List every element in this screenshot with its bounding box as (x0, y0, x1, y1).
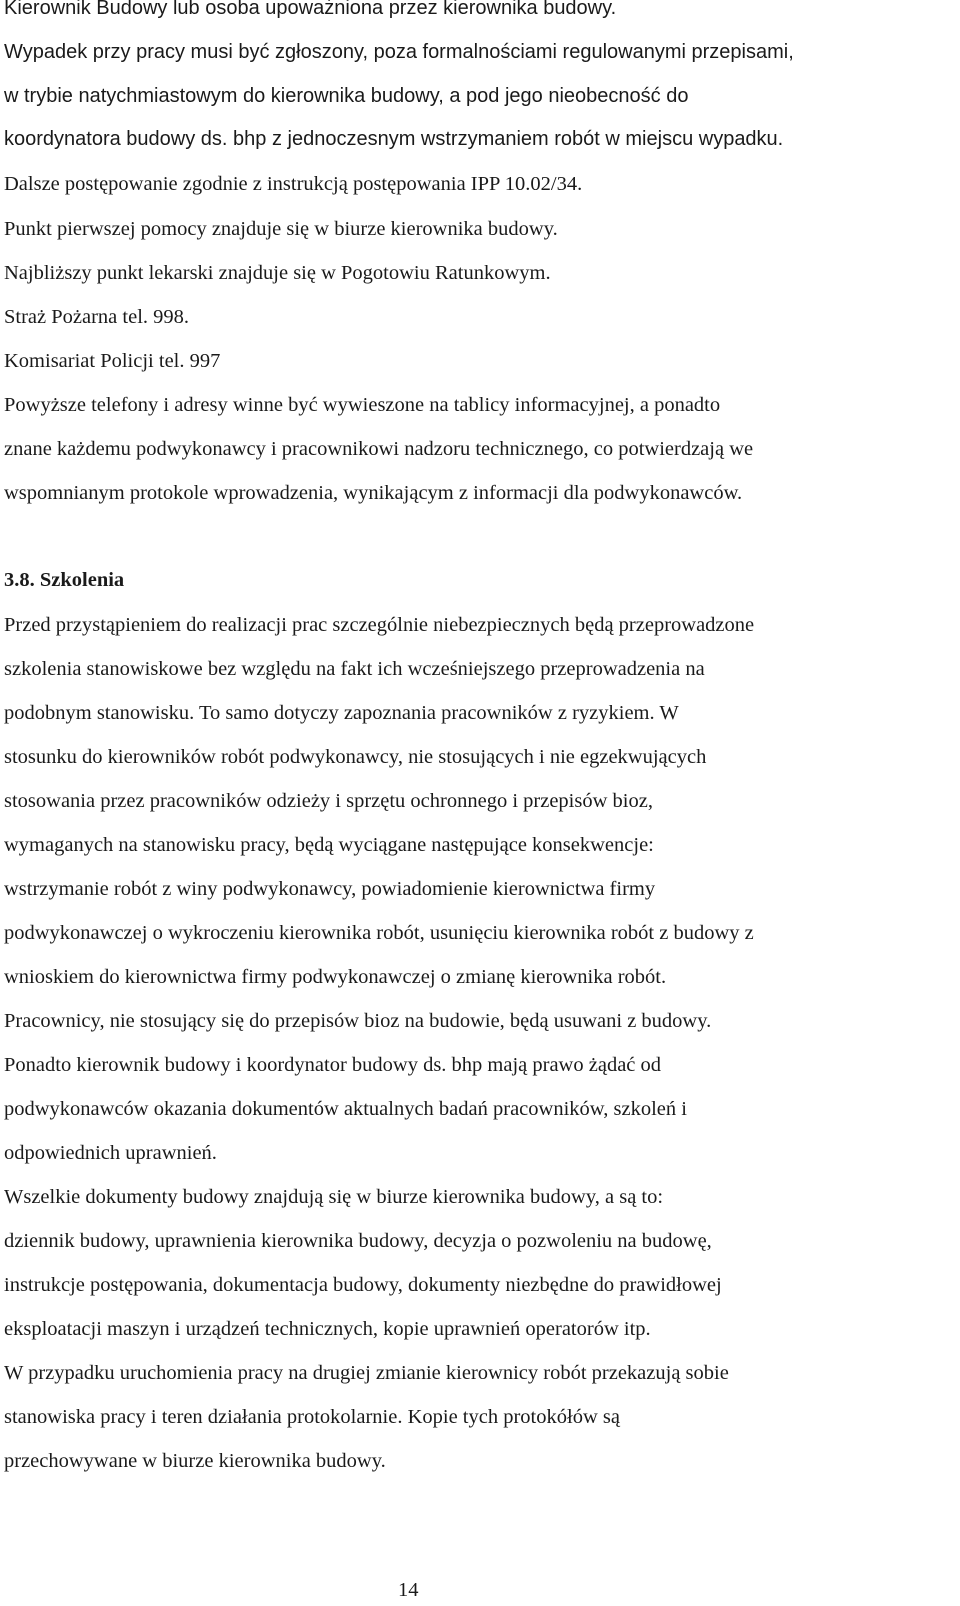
text-line: Kierownik Budowy lub osoba upoważniona przez kierownika budowy. (4, 0, 617, 19)
text-line: odpowiednich uprawnień. (4, 1142, 217, 1164)
text-line: wstrzymanie robót z winy podwykonawcy, powiadomienie kierownictwa firmy (4, 878, 656, 900)
text-line: Wypadek przy pracy musi być zgłoszony, poza formalnościami regulowanymi przepisami, (4, 41, 794, 63)
text-line: Najbliższy punkt lekarski znajduje się w Pogotowiu Ratunkowym. (4, 262, 551, 284)
text-line: W przypadku uruchomienia pracy na drugiej zmianie kierownicy robót przekazują sobie (4, 1362, 729, 1384)
text-line: wnioskiem do kierownictwa firmy podwykonawczej o zmianę kierownika robót. (4, 966, 667, 988)
text-line: koordynatora budowy ds. bhp z jednoczesnym wstrzymaniem robót w miejscu wypadku. (4, 128, 784, 150)
text-line: podwykonawczej o wykroczeniu kierownika robót, usunięciu kierownika robót z budowy z (4, 922, 754, 944)
text-line: Dalsze postępowanie zgodnie z instrukcją postępowania IPP 10.02/34. (4, 173, 583, 195)
text-line: szkolenia stanowiskowe bez względu na fakt ich wcześniejszego przeprowadzenia na (4, 658, 705, 680)
text-line: Powyższe telefony i adresy winne być wywieszone na tablicy informacyjnej, a ponadto (4, 394, 721, 416)
text-line: Komisariat Policji tel. 997 (4, 350, 221, 372)
text-line: znane każdemu podwykonawcy i pracownikowi nadzoru technicznego, co potwierdzają we (4, 438, 754, 460)
text-line: podwykonawców okazania dokumentów aktualnych badań pracowników, szkoleń i (4, 1098, 687, 1120)
text-line: Punkt pierwszej pomocy znajduje się w biurze kierownika budowy. (4, 218, 558, 240)
text-line: podobnym stanowisku. To samo dotyczy zapoznania pracowników z ryzykiem. W (4, 702, 679, 724)
text-line: Przed przystąpieniem do realizacji prac szczególnie niebezpiecznych będą przeprowadzone (4, 614, 755, 636)
page-number: 14 (398, 1579, 419, 1601)
text-line: wspomnianym protokole wprowadzenia, wynikającym z informacji dla podwykonawców. (4, 482, 743, 504)
text-line: Straż Pożarna tel. 998. (4, 306, 190, 328)
text-line: stanowiska pracy i teren działania protokolarnie. Kopie tych protokółów są (4, 1406, 620, 1428)
section-heading: 3.8. Szkolenia (4, 569, 125, 591)
text-line: przechowywane w biurze kierownika budowy. (4, 1450, 386, 1472)
text-line: Wszelkie dokumenty budowy znajdują się w biurze kierownika budowy, a są to: (4, 1186, 664, 1208)
text-line: instrukcje postępowania, dokumentacja budowy, dokumenty niezbędne do prawidłowej (4, 1274, 722, 1296)
text-line: w trybie natychmiastowym do kierownika budowy, a pod jego nieobecność do (4, 85, 689, 107)
text-line: eksploatacji maszyn i urządzeń technicznych, kopie uprawnień operatorów itp. (4, 1318, 651, 1340)
text-line: Pracownicy, nie stosujący się do przepisów bioz na budowie, będą usuwani z budowy. (4, 1010, 712, 1032)
text-line: wymaganych na stanowisku pracy, będą wyciągane następujące konsekwencje: (4, 834, 654, 856)
text-line: dziennik budowy, uprawnienia kierownika budowy, decyzja o pozwoleniu na budowę, (4, 1230, 712, 1252)
text-line: Ponadto kierownik budowy i koordynator budowy ds. bhp mają prawo żądać od (4, 1054, 662, 1076)
text-line: stosowania przez pracowników odzieży i sprzętu ochronnego i przepisów bioz, (4, 790, 653, 812)
text-line: stosunku do kierowników robót podwykonawcy, nie stosujących i nie egzekwujących (4, 746, 707, 768)
